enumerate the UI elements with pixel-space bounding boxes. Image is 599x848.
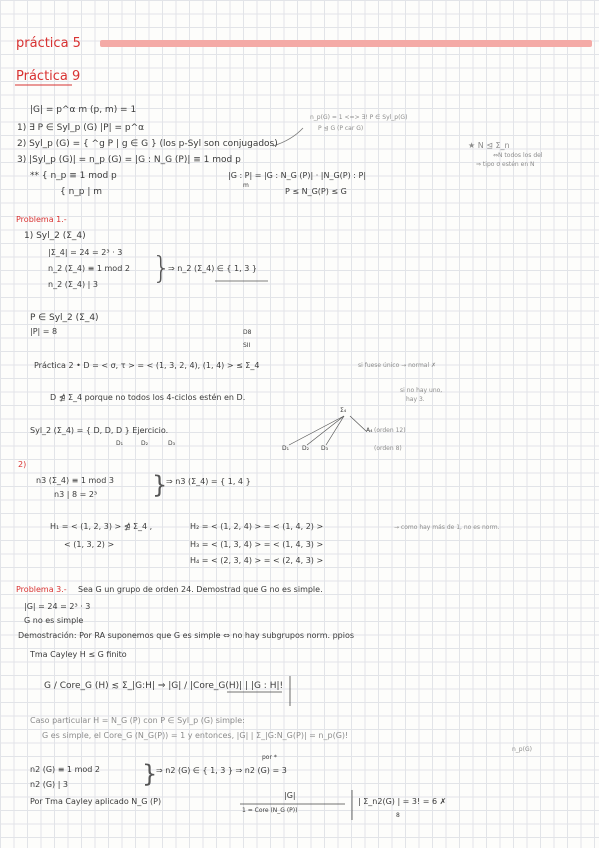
p3-cayley: Tma Cayley H ≤ G finito [30, 650, 127, 659]
p2-cond-1: n3 (Σ_4) ≡ 1 mod 3 [36, 476, 114, 485]
side-note-1: ★ N ⊴ Σ_n [468, 141, 510, 150]
p3-n2-cond-1: n2 (G) ≡ 1 mod 2 [30, 765, 100, 774]
p1-practica2-note: si fuese único → normal ✗ [358, 362, 437, 369]
header-highlight-bar [100, 40, 592, 47]
p1-line-2: n_2 (Σ_4) ≡ 1 mod 2 [48, 264, 130, 273]
p3-simple-core: G es simple, el Core_G (N_G(P)) = 1 y entonces, |G| | Σ_|G:N_G(P)| = n_p(G)! [42, 731, 349, 740]
p2-h1b: < (1, 3, 2) > [64, 540, 115, 549]
brace-icon: } [152, 251, 172, 286]
problem-3-title: Problema 3.- [16, 585, 67, 594]
p3-final-result: | Σ_n2(G) | = 3! = 6 ✗ [358, 797, 447, 806]
p3-subscript: n_p(G) [512, 746, 532, 753]
tree-edge-2 [307, 416, 344, 445]
p1-sylow-p: P ∈ Syl_2 (Σ_4) [30, 313, 99, 323]
p3-por-note: por * [262, 754, 277, 761]
p1-note-b: hay 3. [406, 396, 425, 403]
p2-cond-2: n3 | 8 = 2³ [54, 490, 98, 499]
note-line-4: 3) |Syl_p (G)| = n_p (G) = |G : N_G (P)| ≡ 1 mod p [17, 155, 241, 165]
note-line-3: 2) Syl_p (G) = { ^g P | g ∈ G } (los p-Syl son conjugados) [17, 139, 278, 149]
syl-sub-1: D₁ [116, 440, 124, 447]
side-note-3: ⇒ tipo σ estén en N [476, 161, 535, 168]
p2-h4: H₄ = < (2, 3, 4) > = < (2, 4, 3) > [190, 556, 324, 565]
p2-h3: H₃ = < (1, 3, 4) > = < (1, 4, 3) > [190, 540, 324, 549]
note-line-2: 1) ∃ P ∈ Syl_p (G) |P| = p^α [17, 123, 145, 133]
tree-node-d2: D₂ [302, 445, 310, 452]
note-right-1: n_p(G) = 1 <=> ∃! P ∈ Syl_p(G) [310, 114, 408, 121]
tree-top-node: Σ₄ [340, 407, 347, 414]
tree-node-d3: D₃ [321, 445, 329, 452]
tree-edge-1 [289, 416, 344, 445]
problem-1-title: Problema 1.- [16, 215, 67, 224]
p1-practica2: Práctica 2 • D = < σ, τ > = < (1, 3, 2, 4), (1, 4) > ≤ Σ_4 [34, 361, 260, 370]
side-note-2: ⇔N todos los del [493, 152, 543, 159]
p3-line-1: |G| = 24 = 2³ · 3 [24, 602, 91, 611]
tree-edge-4 [350, 416, 366, 431]
p1-part-a-heading: 1) Syl_2 (Σ_4) [24, 231, 86, 241]
note-right-3: |G : P| = |G : N_G (P)| · |N_G(P) : P| [228, 171, 367, 180]
p3-line-2: G no es simple [24, 616, 84, 625]
p3-cayley-applied: Por Tma Cayley aplicado N_G (P) [30, 797, 162, 806]
p2-result: ⇒ n3 (Σ_4) = { 1, 4 } [166, 477, 251, 486]
p1-syl-set: Syl_2 (Σ_4) = { D, D, D } Ejercicio. [30, 426, 169, 435]
label-sii: SII [243, 342, 251, 349]
tree-node-d1: D₁ [282, 445, 290, 452]
syl-sub-2: D₂ [141, 440, 149, 447]
p3-caso-particular: Caso particular H = N_G (P) con P ∈ Syl_p (G) simple: [30, 716, 245, 725]
tree-note-order8: (orden 8) [374, 445, 402, 452]
p1-line-1: |Σ_4| = 24 = 2³ · 3 [48, 248, 123, 257]
syl-sub-3: D₃ [168, 440, 176, 447]
p2-note: → como hay más de 1, no es norm. [394, 524, 500, 531]
p1-line-3: n_2 (Σ_4) | 3 [48, 280, 98, 289]
note-right-5: P ≤ N_G(P) ≤ G [285, 187, 347, 196]
problem-3-statement: Sea G un grupo de orden 24. Demostrad que G no es simple. [78, 585, 323, 594]
p3-n2-result: ⇒ n2 (G) ∈ { 1, 3 } ⇒ n2 (G) = 3 [156, 766, 287, 775]
p3-n2-cond-2: n2 (G) | 3 [30, 780, 69, 789]
p3-demostracion: Demostración: Por RA suponemos que G es simple ⇔ no hay subgrupos norm. ppios [18, 631, 355, 640]
p1-d-not-normal: D ⋬ Σ_4 porque no todos los 4-ciclos estén en D. [50, 393, 246, 402]
brace-icon-2: } [152, 471, 168, 499]
brace-icon-3: } [142, 760, 158, 788]
p1-part-2-heading: 2) [18, 460, 27, 469]
note-line-5b: { n_p | m [60, 187, 103, 197]
header-practica-9: Práctica 9 [16, 69, 81, 84]
tree-node-a4: A₄ [366, 427, 373, 434]
p3-frac-den: 1 = Core (N_G (P)) [242, 807, 298, 814]
p3-final-sub: 8 [396, 812, 400, 819]
note-line-1: |G| = p^α m (p, m) = 1 [30, 105, 137, 115]
note-line-5a: ** { n_p ≡ 1 mod p [30, 171, 117, 181]
p2-h1: H₁ = < (1, 2, 3) > ⋬ Σ_4 , [50, 522, 153, 531]
label-d8: D8 [243, 329, 252, 336]
p2-h2: H₂ = < (1, 2, 4) > = < (1, 4, 2) > [190, 522, 324, 531]
p3-frac-num: |G| [284, 791, 296, 800]
p1-order-p: |P| = 8 [30, 327, 58, 336]
tree-note-order12: (orden 12) [374, 427, 406, 434]
header-practica-5: práctica 5 [16, 36, 81, 51]
p1-note-a: si no hay uno, [400, 387, 443, 394]
p3-cayley-formula: G / Core_G (H) ≲ Σ_|G:H| ⇒ |G| / |Core_G(H)| | |G : H|! [44, 681, 284, 691]
p1-result: ⇒ n_2 (Σ_4) ∈ { 1, 3 } [168, 264, 257, 273]
note-right-2: P ⊴ G (P car G) [318, 125, 364, 132]
note-right-4: m [243, 182, 249, 189]
